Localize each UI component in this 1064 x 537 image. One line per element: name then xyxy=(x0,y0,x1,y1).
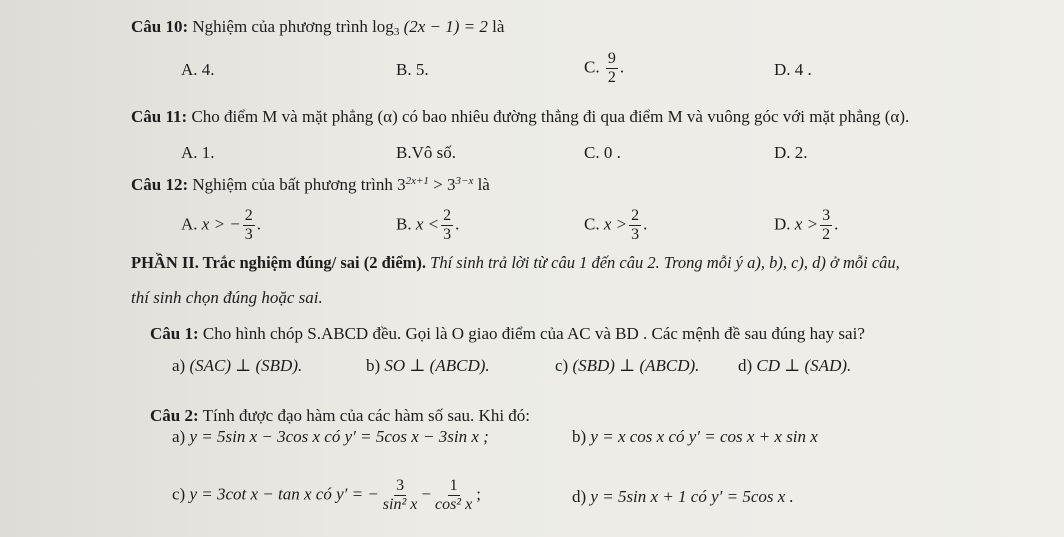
p2-statement-c-pre: y = 3cot x − tan x có y′ = − xyxy=(189,484,379,504)
q12-option-d-pre: x > xyxy=(794,214,819,234)
p2-statement-d-value: y = 5sin x + 1 có y′ = 5cos x . xyxy=(590,487,794,506)
p2-statement-c-tail: ; xyxy=(476,484,481,504)
q11-option-b-label: B. xyxy=(396,143,412,162)
p2-statement-c-mid: − xyxy=(421,484,431,504)
question-12 xyxy=(131,174,490,196)
p2-statement-c-label: c) xyxy=(172,484,186,504)
part2-question-1 xyxy=(150,323,865,345)
q12-option-d-fraction xyxy=(820,207,832,244)
part2-question-2-text: Tính được đạo hàm của các hàm số sau. Khi đó: xyxy=(202,406,531,425)
p1-statement-d-value: CD ⊥ (SAD). xyxy=(756,356,852,375)
q10-option-b-value: 5. xyxy=(415,60,429,79)
p2-statement-c-den-2: cos² x xyxy=(434,496,473,513)
question-12-rhs-exp: 3−x xyxy=(455,175,474,187)
q10-option-a-value: 4. xyxy=(201,60,215,79)
p1-statement-a-label: a) xyxy=(172,356,186,375)
q11-option-c xyxy=(584,142,621,164)
part2-question-2 xyxy=(150,405,530,427)
p2-statement-c-num-2: 1 xyxy=(449,477,458,494)
q11-option-a-value: 1. xyxy=(201,143,215,162)
q10-option-d-value: 4 . xyxy=(794,60,812,79)
q12-option-b-fraction xyxy=(441,207,453,244)
question-12-rhs-base: 3 xyxy=(447,175,456,194)
p2-statement-a-value: y = 5sin x − 3cos x có y′ = 5cos x − 3sin x ; xyxy=(189,427,489,446)
q12-option-a-label: A. xyxy=(181,214,198,234)
q12-option-c-tail: . xyxy=(643,214,648,234)
q12-option-b xyxy=(396,207,459,244)
q12-option-c-label: C. xyxy=(584,214,600,234)
q12-option-d-num: 3 xyxy=(822,207,831,224)
q10-option-a xyxy=(181,59,215,81)
p2-statement-c xyxy=(172,477,481,514)
q12-option-b-tail: . xyxy=(455,214,460,234)
p1-statement-d-label: d) xyxy=(738,356,753,375)
p2-statement-c-fraction-2 xyxy=(433,477,474,514)
q11-option-a-label: A. xyxy=(181,143,198,162)
part2-question-2-title: Câu 2: xyxy=(150,406,199,425)
question-10-tail: là xyxy=(492,17,505,36)
question-10-text: Nghiệm của phương trình xyxy=(192,17,368,36)
part2-question-1-text: Cho hình chóp S.ABCD đều. Gọi là O giao điểm của AC và BD . Các mệnh đề sau đúng hay sai? xyxy=(202,324,865,343)
question-10-equation: (2x − 1) = 2 xyxy=(403,17,488,36)
q12-option-a-tail: . xyxy=(256,214,262,234)
q12-option-d xyxy=(774,207,838,244)
question-10 xyxy=(131,16,504,38)
q11-option-c-value: 0 . xyxy=(603,143,621,162)
part-2-heading: PHẦN II. Trắc nghiệm đúng/ sai (2 điểm). xyxy=(131,253,427,272)
p2-statement-b-value: y = x cos x có y′ = cos x + x sin x xyxy=(590,427,818,446)
p2-statement-b xyxy=(572,426,818,448)
p2-statement-c-num-1: 3 xyxy=(396,477,405,494)
q10-option-b xyxy=(396,59,429,81)
question-12-title: Câu 12: xyxy=(131,175,189,194)
p1-statement-c xyxy=(555,355,699,377)
question-10-title: Câu 10: xyxy=(131,17,189,36)
q12-option-b-pre: x < xyxy=(415,214,440,234)
p2-statement-b-label: b) xyxy=(572,427,587,446)
part2-question-1-title: Câu 1: xyxy=(150,324,199,343)
q11-option-c-label: C. xyxy=(584,143,600,162)
q10-option-a-label: A. xyxy=(181,60,198,79)
question-11-text: Cho điểm M và mặt phẳng (α) có bao nhiêu đường thẳng đi qua điểm M và vuông góc với mặt phẳng (α). xyxy=(191,107,910,126)
q12-option-c xyxy=(584,207,647,244)
q12-option-a-den: 3 xyxy=(244,226,253,243)
q12-option-a-fraction xyxy=(243,207,255,244)
part-2-heading-line xyxy=(131,252,900,274)
question-12-operator: > xyxy=(428,175,448,194)
q10-option-c-tail: . xyxy=(619,57,625,77)
q10-option-c-den: 2 xyxy=(607,69,616,86)
q12-option-c-fraction xyxy=(629,207,641,244)
q12-option-b-den: 3 xyxy=(443,226,452,243)
q11-option-d-label: D. xyxy=(774,143,791,162)
p1-statement-c-value: (SBD) ⊥ (ABCD). xyxy=(572,356,700,375)
p1-statement-a xyxy=(172,355,302,377)
p2-statement-d xyxy=(572,486,794,508)
q12-option-b-label: B. xyxy=(396,214,412,234)
question-11 xyxy=(131,106,909,128)
p2-statement-a xyxy=(172,426,489,448)
q10-option-d xyxy=(774,59,812,81)
q10-option-c-num: 9 xyxy=(607,50,616,67)
question-12-lhs-exp: 2x+1 xyxy=(405,175,429,187)
q12-option-c-num: 2 xyxy=(631,207,640,224)
question-12-lhs-base: 3 xyxy=(397,175,406,194)
q10-option-c xyxy=(584,50,624,87)
part-2-instruction-2: thí sinh chọn đúng hoặc sai. xyxy=(131,288,323,307)
q11-option-d-value: 2. xyxy=(794,143,808,162)
q10-option-c-label: C. xyxy=(584,57,600,77)
p1-statement-b xyxy=(366,355,490,377)
q12-option-d-tail: . xyxy=(834,214,839,234)
p1-statement-b-label: b) xyxy=(366,356,381,375)
question-10-log-base: 3 xyxy=(393,26,400,38)
q12-option-a-num: 2 xyxy=(244,207,253,224)
p1-statement-b-value: SO ⊥ (ABCD). xyxy=(384,356,490,375)
q11-option-b xyxy=(396,142,456,164)
p2-statement-c-den-1: sin² x xyxy=(382,496,418,513)
q10-option-b-label: B. xyxy=(396,60,412,79)
q10-option-d-label: D. xyxy=(774,60,791,79)
p2-statement-a-label: a) xyxy=(172,427,186,446)
p1-statement-d xyxy=(738,355,851,377)
q12-option-d-den: 2 xyxy=(822,226,831,243)
q12-option-c-den: 3 xyxy=(631,226,640,243)
q11-option-a xyxy=(181,142,215,164)
q12-option-b-num: 2 xyxy=(443,207,452,224)
q11-option-d xyxy=(774,142,808,164)
question-12-text: Nghiệm của bất phương trình xyxy=(192,175,393,194)
question-11-title: Câu 11: xyxy=(131,107,188,126)
p2-statement-c-fraction-1 xyxy=(381,477,420,514)
q12-option-a xyxy=(181,207,261,244)
q10-option-c-fraction xyxy=(606,50,618,87)
p2-statement-d-label: d) xyxy=(572,487,587,506)
part-2-instruction-1: Thí sinh trả lời từ câu 1 đến câu 2. Trong mỗi ý a), b), c), d) ở mỗi câu, xyxy=(430,253,900,272)
question-12-tail: là xyxy=(477,175,490,194)
p1-statement-a-value: (SAC) ⊥ (SBD). xyxy=(189,356,303,375)
q12-option-d-label: D. xyxy=(774,214,791,234)
q12-option-c-pre: x > xyxy=(603,214,628,234)
p1-statement-c-label: c) xyxy=(555,356,569,375)
question-10-log: log xyxy=(372,17,394,36)
q12-option-a-pre: x > − xyxy=(201,214,241,234)
q11-option-b-value: Vô số. xyxy=(411,143,456,162)
